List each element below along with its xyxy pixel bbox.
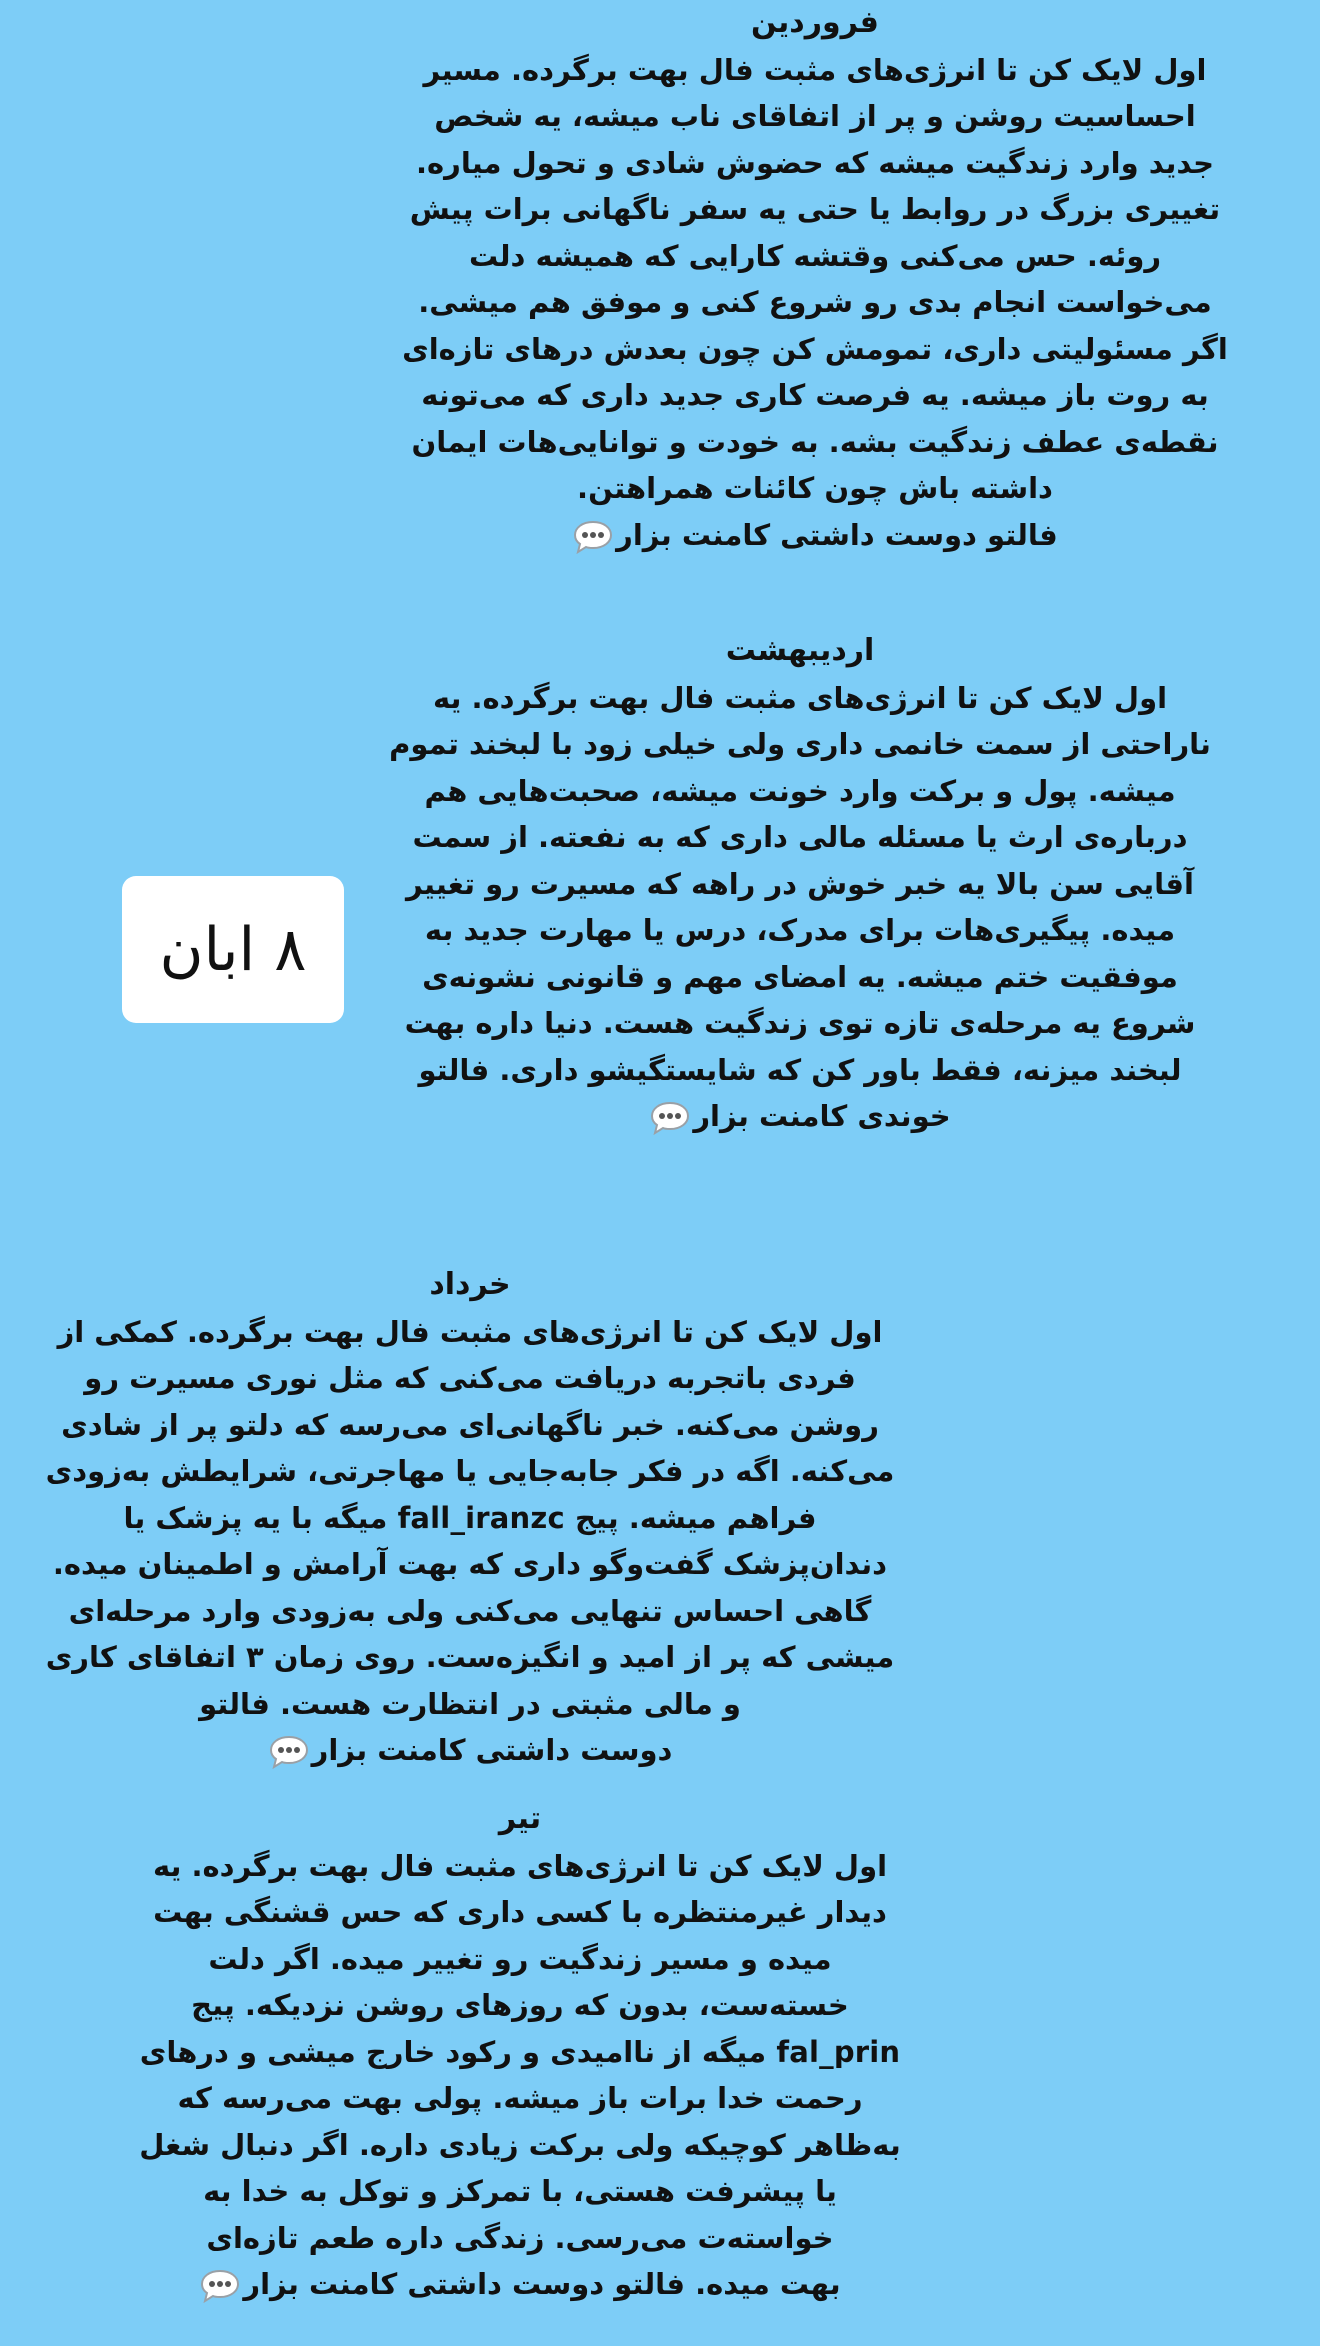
section-body: اول لایک کن تا انرژی‌های مثبت فال بهت برگرده. یه دیدار غیرمنتظره با کسی داری که حس قشنگی بهت میده و مسیر زندگیت رو تغییر میده. اگر دلت خسته‌ست، بدون که روزهای روشن نزدیکه. پیج fal_prin میگه از ناامیدی و رکود خارج میشی و درهای رحمت خدا برات باز میشه. پولی بهت می‌رسه که به‌ظاهر کوچیکه ولی برکت زیادی داره. اگر دنبال شغل یا پیشرفت هستی، با تمرکز و توکل به خدا به خواسته‌ت می‌رسی. زندگی داره طعم تازه‌ای	[139, 1848, 901, 2255]
section-closing	[45, 1727, 895, 1774]
speech-bubble-icon	[649, 1100, 691, 1136]
speech-bubble-icon	[199, 2268, 241, 2304]
closing-text: دوست داشتی کامنت بزار	[311, 1733, 673, 1767]
section-closing	[130, 2261, 910, 2308]
fortune-section-farvardin	[400, 0, 1230, 558]
speech-bubble-icon	[572, 519, 614, 555]
date-badge-label: ۸ ابان	[159, 914, 307, 985]
section-title: فروردین	[751, 5, 879, 40]
section-body: اول لایک کن تا انرژی‌های مثبت فال بهت برگرده. یه ناراحتی از سمت خانمی داری ولی خیلی زود با لبخند تموم میشه. پول و برکت وارد خونت میشه، صحبت‌هایی هم درباره‌ی ارث یا مسئله مالی داری که به نفعته. از سمت آقایی سن بالا یه خبر خوش در راهه که مسیرت رو تغییر میده. پیگیری‌هات برای مدرک، درس یا مهارت جدید به موفقیت ختم میشه. یه امضای مهم و قانونی نشونه‌ی شروع یه مرحله‌ی تازه توی زندگیت هست. دنیا داره بهت لبخند میزنه، فقط باور کن که شایستگیشو داری. فالتو	[389, 680, 1211, 1087]
section-body: اول لایک کن تا انرژی‌های مثبت فال بهت برگرده. کمکی از فردی باتجربه دریافت می‌کنی که مثل نوری مسیرت رو روشن می‌کنه. خبر ناگهانی‌ای می‌رسه که دلتو پر از شادی می‌کنه. اگه در فکر جابه‌جایی یا مهاجرتی، شرایطش به‌زودی فراهم میشه. پیج fall_iranzc میگه با یه پزشک یا دندان‌پزشک گفت‌وگو داری که بهت آرامش و اطمینان میده. گاهی احساس تنهایی می‌کنی ولی به‌زودی وارد مرحله‌ای میشی که پر از امید و انگیزه‌ست. روی زمان ۳ اتفاقای کاری و مالی مثبتی در انتظارت هست. فالتو	[45, 1314, 895, 1721]
section-closing	[400, 512, 1230, 559]
section-closing	[385, 1093, 1215, 1140]
section-body: اول لایک کن تا انرژی‌های مثبت فال بهت برگرده. مسیر احساسیت روشن و پر از اتفاقای ناب میشه، یه شخص جدید وارد زندگیت میشه که حضوش شادی و تحول میاره. تغییری بزرگ در روابط یا حتی یه سفر ناگهانی برات پیش روئه. حس می‌کنی وقتشه کارایی که همیشه دلت می‌خواست انجام بدی رو شروع کنی و موفق هم میشی. اگر مسئولیتی داری، تمومش کن چون بعدش درهای تازه‌ای به روت باز میشه. یه فرصت کاری جدید داری که می‌تونه نقطه‌ی عطف زندگیت بشه. به خودت و توانایی‌هات ایمان داشته باش چون کائنات همراهتن.	[402, 52, 1228, 505]
section-title: تیر	[498, 1801, 542, 1836]
section-title: خرداد	[429, 1267, 511, 1302]
closing-text: فالتو دوست داشتی کامنت بزار	[616, 517, 1058, 552]
closing-text: خوندی کامنت بزار	[693, 1099, 951, 1133]
speech-bubble-icon	[268, 1734, 310, 1770]
fortune-section-tir	[130, 1796, 910, 2308]
section-title: اردیبهشت	[725, 633, 875, 668]
fortune-section-ordibehesht	[385, 628, 1215, 1140]
fortune-section-khordad	[45, 1262, 895, 1774]
closing-text: بهت میده. فالتو دوست داشتی کامنت بزار	[243, 2267, 841, 2301]
date-badge	[122, 876, 344, 1023]
